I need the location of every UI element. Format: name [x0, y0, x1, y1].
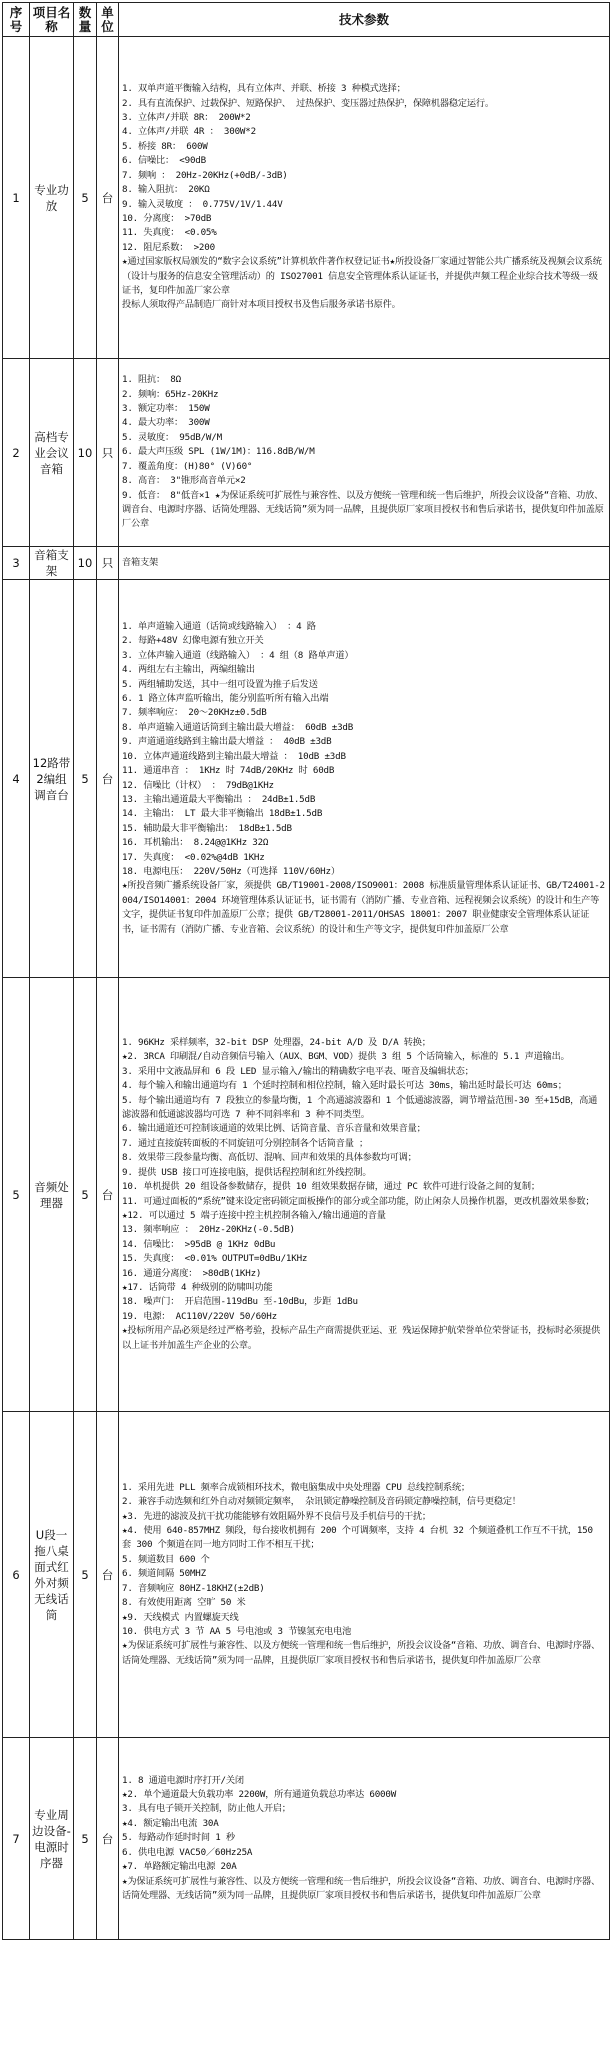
row-qty: 5	[74, 1738, 97, 1940]
spec-line: 13. 频率响应 ： 20Hz-20KHz(-0.5dB)	[122, 1224, 295, 1236]
spec-line: 10. 单机提供 20 组设备参数储存，提供 10 组效果数据存储，通过 PC 软件可进行设备之间的复制；	[122, 1181, 540, 1193]
row-unit: 台	[97, 978, 119, 1412]
spec-line: 18. 电源电压： 220V/50Hz（可选择 110V/60Hz）	[122, 865, 340, 877]
header-no: 序号	[3, 3, 30, 37]
spec-line: 2. 兼容手动选频和红外自动对频锁定频率， 杂讯锁定静噪控制及音码锁定静噪控制，信号更稳定！	[122, 1496, 521, 1508]
spec-line: 3. 具有电子锁开关控制，防止他人开启；	[122, 1803, 291, 1815]
row-name: 专业功放	[30, 37, 74, 359]
spec-line: 5. 每个输出通道均有 7 段独立的参量均衡，1 个高通滤波器和 1 个低通滤波器，调节增益范围-30 至+15dB，高通滤波器和低通滤波器均可选 7 种不同斜率和 3 种不同类型。	[122, 1094, 598, 1121]
row-name: 12路带2编组调音台	[30, 580, 74, 978]
table-row	[3, 547, 610, 580]
row-name: U段一拖八桌面式红外对频无线话筒	[30, 1412, 74, 1738]
table-row	[3, 359, 610, 547]
spec-line: 2. 频响：65Hz-20KHz	[122, 388, 219, 400]
spec-line: 1. 96KHz 采样频率，32-bit DSP 处理器，24-bit A/D 及 D/A 转换；	[122, 1037, 431, 1049]
row-spec	[119, 978, 610, 1412]
table-body	[3, 37, 610, 1940]
spec-line: 投标人须取得产品制造厂商针对本项目授权书及售后服务承诺书原件。	[122, 299, 401, 311]
spec-line: 6. 频道间隔 50MHZ	[122, 1568, 206, 1580]
row-unit: 台	[97, 1412, 119, 1738]
spec-line: 12. 阻尼系数： >200	[122, 241, 215, 253]
spec-line: ★12. 可以通过 5 端子连接中控主机控制各输入/输出通道的音量	[122, 1209, 386, 1221]
row-spec	[119, 1412, 610, 1738]
row-spec	[119, 37, 610, 359]
spec-line: 10. 立体声通道线路到主输出最大增益 ： 10dB ±3dB	[122, 750, 346, 762]
row-no: 2	[3, 359, 30, 547]
spec-line: 7. 频率响应： 20～20KHz±0.5dB	[122, 707, 267, 719]
spec-line: 8. 单声道输入通道话筒到主输出最大增益： 60dB ±3dB	[122, 721, 354, 733]
table-row	[3, 1738, 610, 1940]
spec-line: 13. 主输出通道最大平衡输出 ： 24dB±1.5dB	[122, 793, 316, 805]
spec-line: 7. 覆盖角度：(H)80° (V)60°	[122, 460, 253, 472]
row-spec	[119, 547, 610, 580]
spec-line: ★3. 先进的滤波及抗干扰功能能够有效阻隔外界不良信号及手机信号的干扰；	[122, 1510, 431, 1522]
spec-line: 5. 两组辅助发送，其中一组可设置为推子后发送	[122, 678, 318, 690]
spec-line: 10. 供电方式 3 节 AA 5 号电池或 3 节镍氢充电电池	[122, 1625, 352, 1637]
spec-line: ★17. 话筒带 4 种级别的防啸叫功能	[122, 1281, 273, 1293]
row-name: 音频处理器	[30, 978, 74, 1412]
row-qty: 5	[74, 978, 97, 1412]
spec-line: 2. 每路+48V 幻像电源有独立开关	[122, 635, 264, 647]
spec-line: 5. 每路动作延时时间 1 秒	[122, 1832, 235, 1844]
spec-line: 9. 提供 USB 接口可连接电脑，提供话程控制和红外线控制。	[122, 1166, 372, 1178]
row-qty: 10	[74, 547, 97, 580]
row-no: 3	[3, 547, 30, 580]
row-no: 4	[3, 580, 30, 978]
row-name: 专业周边设备-电源时序器	[30, 1738, 74, 1940]
spec-line: ★7. 单路额定输出电源 20A	[122, 1861, 237, 1873]
spec-line: ★投标所用产品必须是经过严格考验，投标产品生产商需提供亚运、亚 残运保障护航荣誉单位荣誉证书，投标时必须提供以上证书并加盖生产企业的公章。	[122, 1325, 601, 1351]
row-spec	[119, 359, 610, 547]
spec-line: 4. 最大功率： 300W	[122, 417, 210, 429]
row-no: 7	[3, 1738, 30, 1940]
table-row	[3, 37, 610, 359]
spec-line: 18. 噪声门： 开启范围-119dBu 至-10dBu，步距 1dBu	[122, 1296, 358, 1308]
spec-line: 8. 高音： 3"锥形高音单元×2	[122, 475, 246, 487]
spec-line: 15. 失真度： <0.01% OUTPUT=0dBu/1KHz	[122, 1253, 308, 1265]
spec-line: ★2. 3RCA 印刷混/自动音频信号输入（AUX、BGM、VOD）提供 3 组 5 个话筒输入，标准的 5.1 声道输出。	[122, 1051, 570, 1063]
spec-line: 6. 1 路立体声监听输出，能分别监听所有输入出端	[122, 693, 329, 705]
spec-line: 14. 主输出： LT 最大非平衡输出 18dB±1.5dB	[122, 808, 323, 820]
spec-line: 16. 通道分离度： >80dB(1KHz)	[122, 1267, 262, 1279]
row-qty: 5	[74, 580, 97, 978]
spec-line: 4. 立体声/并联 4R ： 300W*2	[122, 126, 256, 138]
row-qty: 10	[74, 359, 97, 547]
spec-line: ★通过国家版权局颁发的“数字会议系统”计算机软件著作权登记证书★所投设备厂家通过智能公共广播系统及视频会议系统（设计与服务的信息安全管理活动）的 ISO27001 信息安全管理体系认证证书，并提供声频工程企业综合技术等级一级证书，复印件加盖厂家公章	[122, 256, 602, 296]
spec-line: ★9. 天线模式 内置螺旋天线	[122, 1611, 239, 1623]
spec-line: 1. 单声道输入通道（话筒或线路输入） ：4 路	[122, 621, 316, 633]
table-row	[3, 1412, 610, 1738]
spec-line: 7. 频响 ： 20Hz-20KHz(+0dB/-3dB)	[122, 169, 288, 181]
table-row	[3, 978, 610, 1412]
spec-line: 4. 两组左右主输出，两编组输出	[122, 664, 255, 676]
spec-line: ★4. 使用 640-857MHZ 频段，每台接收机拥有 200 个可调频率，支持 4 台机 32 个频道叠机工作互不干扰，150 套 300 个频道在同一地方同时工作不相互干扰；	[122, 1525, 593, 1551]
spec-line: 5. 灵敏度： 95dB/W/M	[122, 431, 222, 443]
spec-line: 1. 8 通道电源时序打开/关闭	[122, 1774, 244, 1786]
header-row	[3, 3, 610, 37]
spec-line: 7. 通过直接旋转面板的不同旋钮可分别控制各个话筒音量 ；	[122, 1137, 369, 1149]
row-unit: 台	[97, 37, 119, 359]
spec-line: 5. 频道数目 600 个	[122, 1553, 210, 1565]
spec-line: ★4. 额定输出电流 30A	[122, 1817, 219, 1829]
table-row	[3, 580, 610, 978]
row-name: 音箱支架	[30, 547, 74, 580]
spec-line: 6. 输出通道还可控制该通道的效果比例、话筒音量、音乐音量和效果音量；	[122, 1123, 426, 1135]
spec-line: ★2. 单个通道最大负载功率 2200W，所有通道负载总功率达 6000W	[122, 1789, 397, 1801]
spec-line: 1. 阻抗： 8Ω	[122, 374, 181, 386]
row-name: 高档专业会议音箱	[30, 359, 74, 547]
spec-line: 17. 失真度： <0.02%@4dB 1KHz	[122, 851, 265, 863]
spec-line: 6. 信噪比： <90dB	[122, 155, 206, 167]
spec-line: 1. 双单声道平衡输入结构，具有立体声、并联、桥接 3 种模式选择；	[122, 83, 406, 95]
spec-line: 7. 音频响应 80HZ-18KHZ(±2dB)	[122, 1582, 265, 1594]
spec-line: 10. 分离度： >70dB	[122, 212, 212, 224]
spec-line: ★为保证系统可扩展性与兼容性、以及方便统一管理和统一售后维护，所投会议设备“音箱、功放、调音台、电源时序器、话筒处理器、无线话筒”须为同一品牌，且提供原厂家项目授权书和售后承诺书，提供复印件加盖原厂公章	[122, 1640, 601, 1666]
row-qty: 5	[74, 37, 97, 359]
spec-line: 14. 信噪比： >95dB @ 1KHz 0dBu	[122, 1238, 276, 1250]
spec-line: 2. 具有直流保护、过载保护、短路保护、 过热保护、变压器过热保护，保障机器稳定运行。	[122, 97, 494, 109]
spec-line: 15. 辅助最大非平衡输出： 18dB±1.5dB	[122, 822, 292, 834]
row-no: 1	[3, 37, 30, 359]
spec-line: 8. 输入阻抗： 20KΩ	[122, 184, 210, 196]
row-no: 6	[3, 1412, 30, 1738]
header-spec: 技术参数	[119, 3, 610, 37]
spec-line: 11. 可通过面板的“系统”键来设定密码锁定面板操作的部分或全部功能，防止闲杂人员操作机器，更改机器效果参数；	[122, 1195, 595, 1207]
row-unit: 台	[97, 580, 119, 978]
row-unit: 只	[97, 547, 119, 580]
spec-line: 3. 立体声/并联 8R： 200W*2	[122, 112, 251, 124]
spec-line: 1. 采用先进 PLL 频率合成锁相环技术，微电脑集成中央处理器 CPU 总线控制系统；	[122, 1481, 470, 1493]
header-qty: 数量	[74, 3, 97, 37]
header-unit: 单位	[97, 3, 119, 37]
spec-line: 3. 额定功率： 150W	[122, 403, 210, 415]
spec-line: 9. 低音： 8"低音×1 ★为保证系统可扩展性与兼容性、以及方便统一管理和统一售后维护，所投会议设备“音箱、功放、调音台、电源时序器、话筒处理器、无线话筒”须为同一品牌，且提供原厂家项目授权书和售后承诺书，提供复印件加盖原厂公章	[122, 489, 604, 530]
spec-line: 6. 最大声压级 SPL (1W/1M)：116.8dB/W/M	[122, 446, 315, 458]
spec-line: 5. 桥接 8R： 600W	[122, 140, 208, 152]
spec-line: 11. 失真度： <0.05%	[122, 227, 217, 239]
row-unit: 只	[97, 359, 119, 547]
spec-line: 4. 每个输入和输出通道均有 1 个延时控制和相位控制，输入延时最长可达 30ms，输出延时最长可达 60ms；	[122, 1080, 567, 1092]
spec-line: 3. 采用中文液晶屏和 6 段 LED 显示输入/输出的精确数字电平表、哑音及编辑状态；	[122, 1065, 474, 1077]
row-no: 5	[3, 978, 30, 1412]
specification-table	[2, 2, 610, 1940]
spec-line: 音箱支架	[122, 556, 158, 568]
row-spec	[119, 1738, 610, 1940]
row-qty: 5	[74, 1412, 97, 1738]
spec-line: 8. 有效使用距离 空旷 50 米	[122, 1597, 246, 1609]
spec-line: ★为保证系统可扩展性与兼容性、以及方便统一管理和统一售后维护，所投会议设备“音箱、功放、调音台、电源时序器、话筒处理器、无线话筒”须为同一品牌，且提供原厂家项目授权书和售后承诺书，提供复印件加盖原厂公章	[122, 1875, 601, 1901]
spec-line: 19. 电源： AC110V/220V 50/60Hz	[122, 1310, 277, 1322]
spec-line: 9. 输入灵敏度 ： 0.775V/1V/1.44V	[122, 198, 283, 210]
spec-line: 8. 效果带三段参量均衡、高低切、混响、回声和效果的具体参数均可调；	[122, 1152, 417, 1164]
spec-line: ★所投音频广播系统设备厂家，须提供 GB/T19001-2008/ISO9001：2008 标准质量管理体系认证证书、GB/T24001-2004/ISO14001：2004 环境管理体系认证证书，证书需有（消防广播、专业音箱、远程视频会议系统）的设计和生产等文字，提供证书复印件加盖原厂公章；提供 GB/T28001-2011/OHSAS 18001：2007 职业健康安全管理体系认证证书，证书需有（消防广播、专业音箱、会议系统）的设计和生产等文字，提供复印件加盖原厂公章	[122, 880, 605, 935]
spec-line: 12. 信噪比（计权） ： 79dB@1KHz	[122, 779, 274, 791]
header-name: 项目名称	[30, 3, 74, 37]
row-spec	[119, 580, 610, 978]
spec-line: 9. 声道通道线路到主输出最大增益 ： 40dB ±3dB	[122, 736, 332, 748]
spec-line: 3. 立体声输入通道（线路输入） ：4 组（8 路单声道）	[122, 649, 354, 661]
row-unit: 台	[97, 1738, 119, 1940]
spec-line: 16. 耳机输出： 8.24@@1KHz 32Ω	[122, 837, 269, 849]
spec-line: 11. 通道串音 ： 1KHz 时 74dB/20KHz 时 60dB	[122, 765, 335, 777]
spec-line: 6. 供电电源 VAC50／60Hz25A	[122, 1846, 253, 1858]
